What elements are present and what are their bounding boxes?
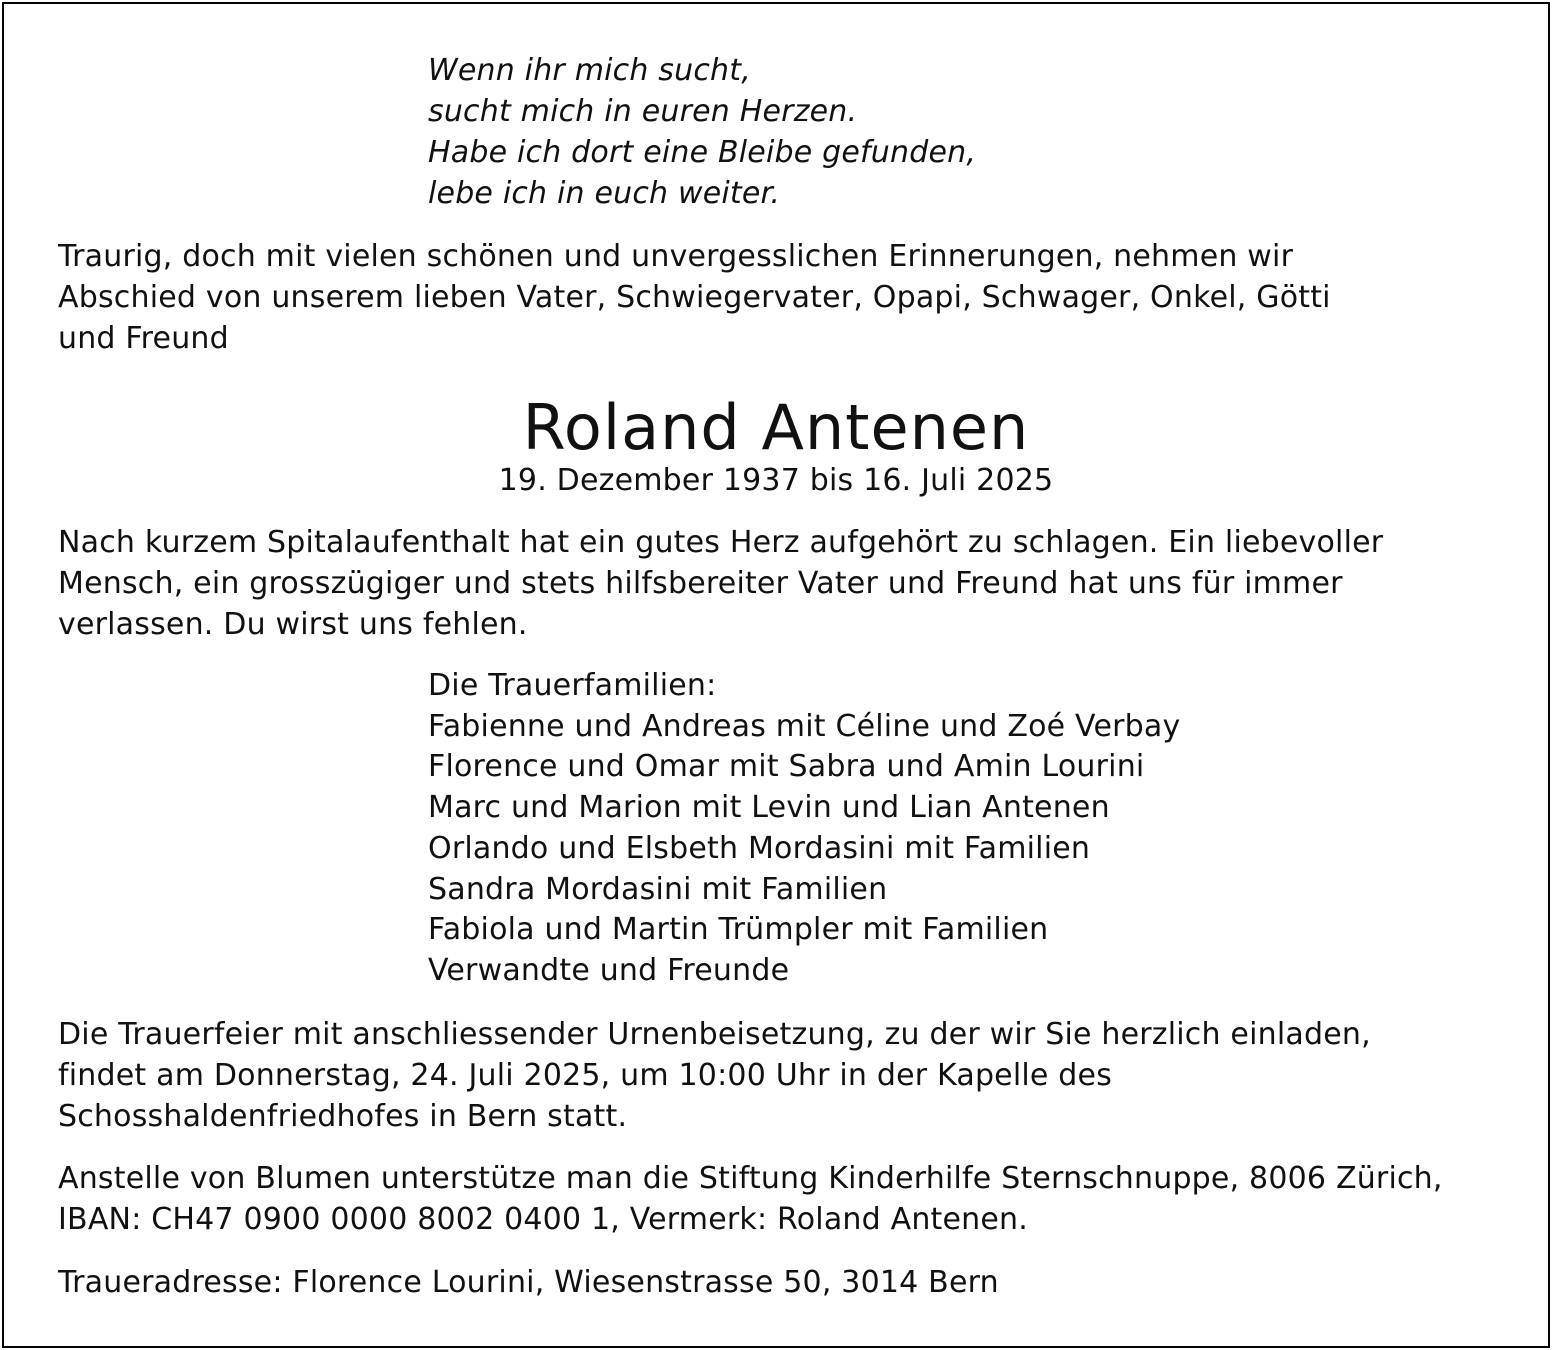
service-line: findet am Donnerstag, 24. Juli 2025, um 10:00 Uhr in der Kapelle des	[58, 1058, 1113, 1093]
service-line: Schosshaldenfriedhofes in Bern statt.	[58, 1099, 628, 1134]
family-member: Florence und Omar mit Sabra und Amin Lourini	[428, 749, 1145, 785]
mourning-address	[58, 1262, 999, 1303]
family-member: Fabienne und Andreas mit Céline und Zoé Verbay	[428, 708, 1181, 744]
service-line: Die Trauerfeier mit anschliessender Urnenbeisetzung, zu der wir Sie herzlich einladen,	[58, 1017, 1371, 1052]
family-member: Marc und Marion mit Levin und Lian Antenen	[428, 790, 1110, 826]
service-paragraph	[58, 1014, 1371, 1137]
family-member: Verwandte und Freunde	[428, 952, 790, 988]
poem-line: Habe ich dort eine Bleibe gefunden,	[428, 135, 977, 170]
mourning-families	[428, 666, 1180, 992]
deceased-dates: 19. Dezember 1937 bis 16. Juli 2025	[498, 463, 1054, 498]
family-member: Fabiola und Martin Trümpler mit Familien	[428, 912, 1049, 948]
donation-line: Anstelle von Blumen unterstütze man die Stiftung Kinderhilfe Sternschnuppe, 8006 Zürich,	[58, 1161, 1443, 1196]
poem	[428, 50, 976, 214]
donation-paragraph	[58, 1158, 1443, 1240]
intro-paragraph	[58, 236, 1331, 359]
intro-line: Traurig, doch mit vielen schönen und unvergesslichen Erinnerungen, nehmen wir	[58, 239, 1294, 274]
poem-line: lebe ich in euch weiter.	[428, 176, 781, 211]
main-line: verlassen. Du wirst uns fehlen.	[58, 607, 528, 642]
main-line: Mensch, ein grosszügiger und stets hilfsbereiter Vater und Freund hat uns für immer	[58, 566, 1343, 601]
donation-line: IBAN: CH47 0900 0000 8002 0400 1, Vermerk: Roland Antenen.	[58, 1202, 1028, 1237]
intro-line: Abschied von unserem lieben Vater, Schwiegervater, Opapi, Schwager, Onkel, Götti	[58, 280, 1331, 315]
families-heading: Die Trauerfamilien:	[428, 668, 717, 703]
main-paragraph	[58, 522, 1383, 645]
main-line: Nach kurzem Spitalaufenthalt hat ein gutes Herz aufgehört zu schlagen. Ein liebevoller	[58, 525, 1384, 560]
family-member: Sandra Mordasini mit Familien	[428, 871, 888, 907]
intro-line: und Freund	[58, 321, 229, 356]
address-line: Traueradresse: Florence Lourini, Wiesenstrasse 50, 3014 Bern	[58, 1265, 999, 1300]
deceased-name: Roland Antenen	[522, 391, 1030, 464]
poem-line: sucht mich in euren Herzen.	[428, 94, 858, 129]
family-member: Orlando und Elsbeth Mordasini mit Familien	[428, 830, 1091, 866]
poem-line: Wenn ihr mich sucht,	[428, 53, 751, 88]
